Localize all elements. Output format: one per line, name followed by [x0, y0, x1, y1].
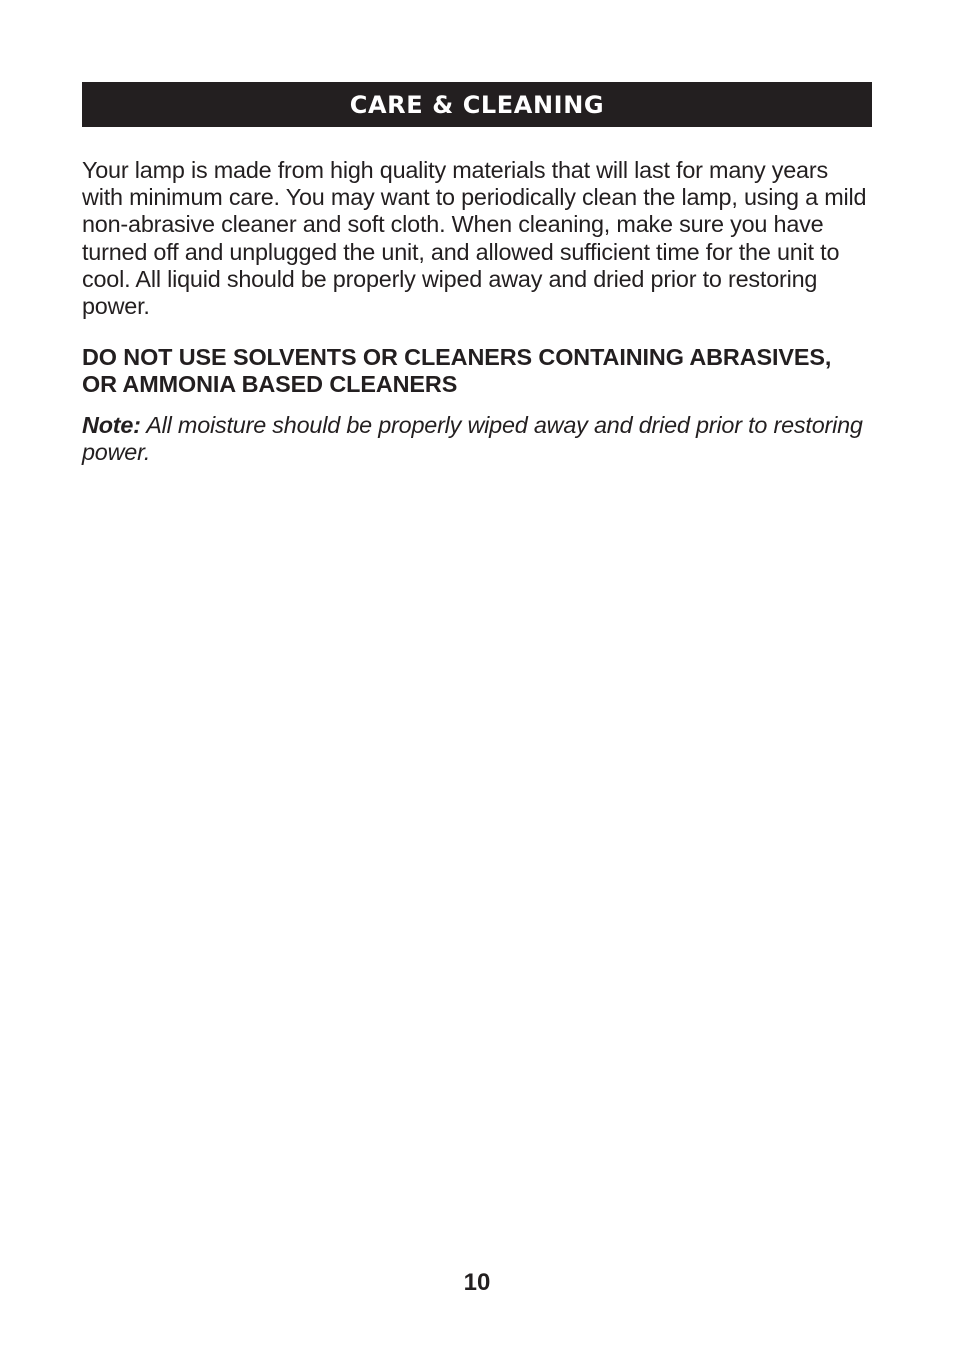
section-title-bar [82, 82, 872, 127]
section-title: CARE & CLEANING [349, 91, 605, 119]
cleaner-warning: DO NOT USE SOLVENTS OR CLEANERS CONTAINING ABRASIVES, OR AMMONIA BASED CLEANERS [82, 344, 832, 398]
note-label: Note: [82, 411, 141, 438]
manual-page [82, 82, 872, 466]
note-text: All moisture should be properly wiped away and dried prior to restoring power. [82, 411, 863, 465]
page-number: 10 [463, 1269, 491, 1296]
care-instructions-paragraph: Your lamp is made from high quality materials that will last for many years with minimum care. You may want to periodically clean the lamp, using a mild non-abrasive cleaner and soft cloth. When cleaning, make sure you have turned off and unplugged the unit, and allowed sufficient time for the unit to cool. All liquid should be properly wiped away and dried prior to restoring power. [82, 157, 867, 320]
moisture-note [82, 412, 872, 466]
